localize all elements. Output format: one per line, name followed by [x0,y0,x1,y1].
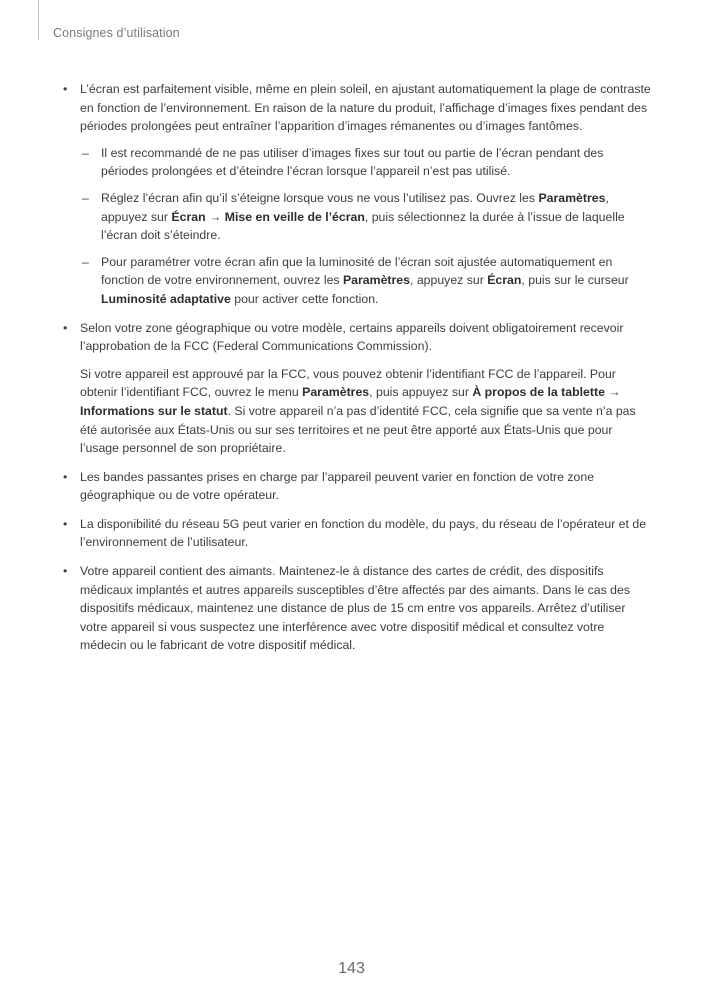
sub-text: , puis sur le curseur [521,273,629,288]
menu-term-adaptive-brightness: Luminosité adaptative [101,291,231,306]
bullet-5g [0,515,703,552]
menu-term-screen-timeout: Mise en veille de l’écran [224,209,365,224]
margin-rule [38,0,39,40]
menu-term-status-info: Informations sur le statut [80,403,228,418]
sub-text: , appuyez sur [101,190,609,224]
sub-list [80,144,651,309]
menu-term-settings: Paramètres [342,273,410,288]
menu-term-settings: Paramètres [538,190,606,205]
sub-item-screen-timeout [80,189,651,245]
para-text: Si votre appareil est approuvé par la FCC, vous pouvez obtenir l’identifiant FCC de l’appareil. Pour obtenir l’identifiant FCC, ouvrez le menu [80,366,616,400]
page-body [0,80,703,665]
arrow-right-icon: → [604,385,621,400]
bullet-text: • La disponibilité du réseau 5G peut varier en fonction du modèle, du pays, du réseau de l’opérateur et de l’environnement de l’utilisateur. [80,516,647,550]
running-head: Consignes d’utilisation [53,26,180,40]
sub-text: , puis sélectionnez la durée à l’issue de laquelle l’écran doit s’éteindre. [101,209,625,243]
bullet-text: • L’écran est parfaitement visible, même en plein soleil, en ajustant automatiquement la plage de contraste en fonction de l’environnement. En raison de la nature du produit, l’affichage d’images fixes pendant des périodes prolongées peut entraîner l’apparition d’images rémanentes ou d’images fantômes. [80,82,651,134]
bullet-magnets [0,562,703,655]
bullet-text: • Selon votre zone géographique ou votre modèle, certains appareils doivent obligatoirement recevoir l’approbation de la FCC (Federal Communications Commission). [80,320,624,354]
para-text: . Si votre appareil n’a pas d’identité FCC, cela signifie que sa vente n’a pas été autorisée aux États-Unis ou sur ses territoires et ne peut être apporté aux États-Unis que pour l’usage personnel de son propriétaire. [80,403,636,456]
bullet-bandwidth [0,468,703,505]
bullet-text: • Votre appareil contient des aimants. Maintenez-le à distance des cartes de crédit, des dispositifs médicaux implantés et autres appareils susceptibles d’être affectés par des aimants. Dans le cas des dispositifs médicaux, maintenez une distance de plus de 15 cm entre vos appareils. Arrêtez d’utiliser votre appareil si vous suspectez une interférence avec votre dispositif médical et consultez votre médecin ou le fabricant de votre dispositif médical. [80,564,631,653]
bullet-paragraph [80,365,651,458]
menu-term-display: Écran [171,209,206,224]
menu-term-about-tablet: À propos de la tablette [472,385,605,400]
bullet-text: • Les bandes passantes prises en charge par l’appareil peuvent varier en fonction de votre zone géographique ou de votre opérateur. [80,469,595,503]
bullet-display-visibility [0,80,703,309]
para-text: , puis appuyez sur [369,385,473,400]
menu-term-settings: Paramètres [302,385,370,400]
bullet-fcc [0,319,703,458]
menu-term-display: Écran [487,273,522,288]
sub-text: Pour paramétrer votre écran afin que la luminosité de l’écran soit ajustée automatiquement en fonction de votre environnement, ouvrez les [101,254,613,288]
sub-text: Il est recommandé de ne pas utiliser d’images fixes sur tout ou partie de l’écran pendant des périodes prolongées et d’éteindre l’écran lorsque l’appareil n’est pas utilisé. [101,145,604,179]
sub-item-adaptive-brightness [80,253,651,309]
page-number: 143 [338,960,365,977]
sub-text: pour activer cette fonction. [230,291,379,306]
sub-text: Réglez l’écran afin qu’il s’éteigne lorsque vous ne vous l’utilisez pas. Ouvrez les [101,190,539,205]
sub-text: , appuyez sur [409,273,488,288]
arrow-right-icon: → [205,209,225,224]
sub-item-fixed-images [80,144,651,181]
